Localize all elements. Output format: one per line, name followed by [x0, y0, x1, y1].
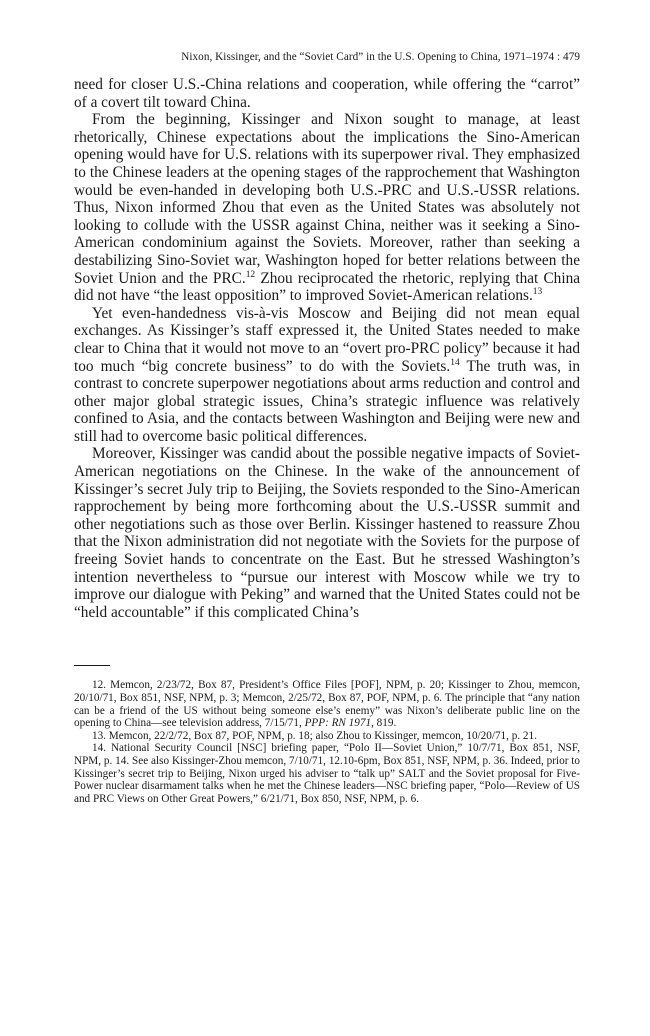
- paragraph-text: Moreover, Kissinger was candid about the possible negative impacts of Soviet-American negotiations on the Chinese. In the wake of the announcement of Kissinger’s secret July trip to Beijing, the Soviets responded to the Sino-American rapprochement by being more forthcoming about the U.S.-USSR summit and other negotiations such as those over Berlin. Kissinger hastened to reassure Zhou that the Nixon administration did not negotiate with the Soviets for the purpose of freeing Soviet hands to concentrate on the East. But he stressed Washington’s intention nevertheless to “pursue our interest with Moscow while we try to improve our dialogue with Peking” and warned that the United States could not be “held accountable” if this complicated China’s: [74, 445, 580, 621]
- footnote-text-end: , 819.: [371, 717, 397, 730]
- paragraph-text: From the beginning, Kissinger and Nixon sought to manage, at least rhetorically, Chinese expectations about the implications the Sino-American opening would have for U.S. relations with its superpower rival. They emphasized to the Chinese leaders at the opening stages of the rapprochement that Washington would be even-handed in developing both U.S.-PRC and U.S.-USSR relations. Thus, Nixon informed Zhou that even as the United States was absolutely not looking to collude with the USSR against China, neither was it seeking a Sino-American condominium against the Soviets. Moreover, rather than seeking a destabilizing Sino-Soviet war, Washington hoped for better relations between the Soviet Union and the PRC.: [74, 111, 580, 287]
- footnote-text: National Security Council [NSC] briefing paper, “Polo II—Soviet Union,” 10/7/71, Box 851, NSF, NPM, p. 14. See also Kissinger-Zhou memcon, 7/10/71, 12.10-6pm, Box 851, NSF, NPM, p. 36. Indeed, prior to Kissinger’s secret trip to Beijing, Nixon urged his adviser to “talk up” SALT and the Soviet proposal for Five-Power nuclear disarmament talks when he met the Chinese leaders—NSC briefing paper, “Polo—Review of US and PRC Views on Other Great Powers,” 6/21/71, Box 850, NSF, NPM, p. 6.: [74, 742, 580, 805]
- paragraph-text: need for closer U.S.-China relations and cooperation, while offering the “carrot” of a covert tilt toward China.: [74, 76, 580, 111]
- footnote-text: Memcon, 2/23/72, Box 87, President’s Office Files [POF], NPM, p. 20; Kissinger to Zhou, memcon, 20/10/71, Box 851, NSF, NPM, p. 3; Memcon, 2/25/72, Box 87, POF, NPM, p. 6. The principle that “any nation can be a friend of the US without being someone else’s enemy” was Nixon’s deliberate public line on the opening to China—see television address, 7/15/71,: [74, 679, 580, 730]
- book-page: [74, 50, 580, 805]
- footnote-divider: [74, 665, 110, 666]
- body-paragraph: [74, 445, 580, 621]
- footnote-italic: PPP: RN 1971: [304, 717, 372, 730]
- footnote-number: 13.: [92, 729, 106, 742]
- footnote-ref-13[interactable]: 13: [532, 287, 543, 298]
- body-text: [74, 76, 580, 621]
- footnote-14: [74, 742, 580, 805]
- running-head: Nixon, Kissinger, and the “Soviet Card” in the U.S. Opening to China, 1971–1974 : 479: [181, 51, 580, 63]
- paragraph-text: Zhou reciprocated the rhetoric, replying that China did not have “the least opposition” to improved Soviet-American relations.: [74, 269, 581, 305]
- footnote-ref-14[interactable]: 14: [450, 357, 460, 368]
- paragraph-text: The truth was, in contrast to concrete superpower negotiations about arms reduction and control and other major global strategic issues, China’s strategic influence was relatively confined to Asia, and the contacts between Washington and Beijing were new and still had to overcome basic political differences.: [74, 357, 580, 445]
- footnote-number: 12.: [92, 679, 106, 692]
- footnote-ref-12[interactable]: 12: [245, 269, 256, 280]
- footnote-13: [74, 730, 580, 743]
- footnotes: [74, 679, 580, 805]
- body-paragraph: [74, 111, 580, 305]
- paragraph-text: Yet even-handedness vis-à-vis Moscow and Beijing did not mean equal exchanges. As Kissinger’s staff expressed it, the United States needed to make clear to China that it would not move to an “overt pro-PRC policy” because it had too much “big concrete business” to do with the Soviets.: [74, 304, 580, 375]
- body-paragraph: [74, 76, 580, 111]
- body-paragraph: [74, 305, 580, 446]
- footnote-number: 14.: [92, 742, 106, 755]
- footnote-12: [74, 679, 580, 729]
- footnote-text: Memcon, 22/2/72, Box 87, POF, NPM, p. 18; also Zhou to Kissinger, memcon, 10/20/71, p. 21.: [105, 729, 537, 742]
